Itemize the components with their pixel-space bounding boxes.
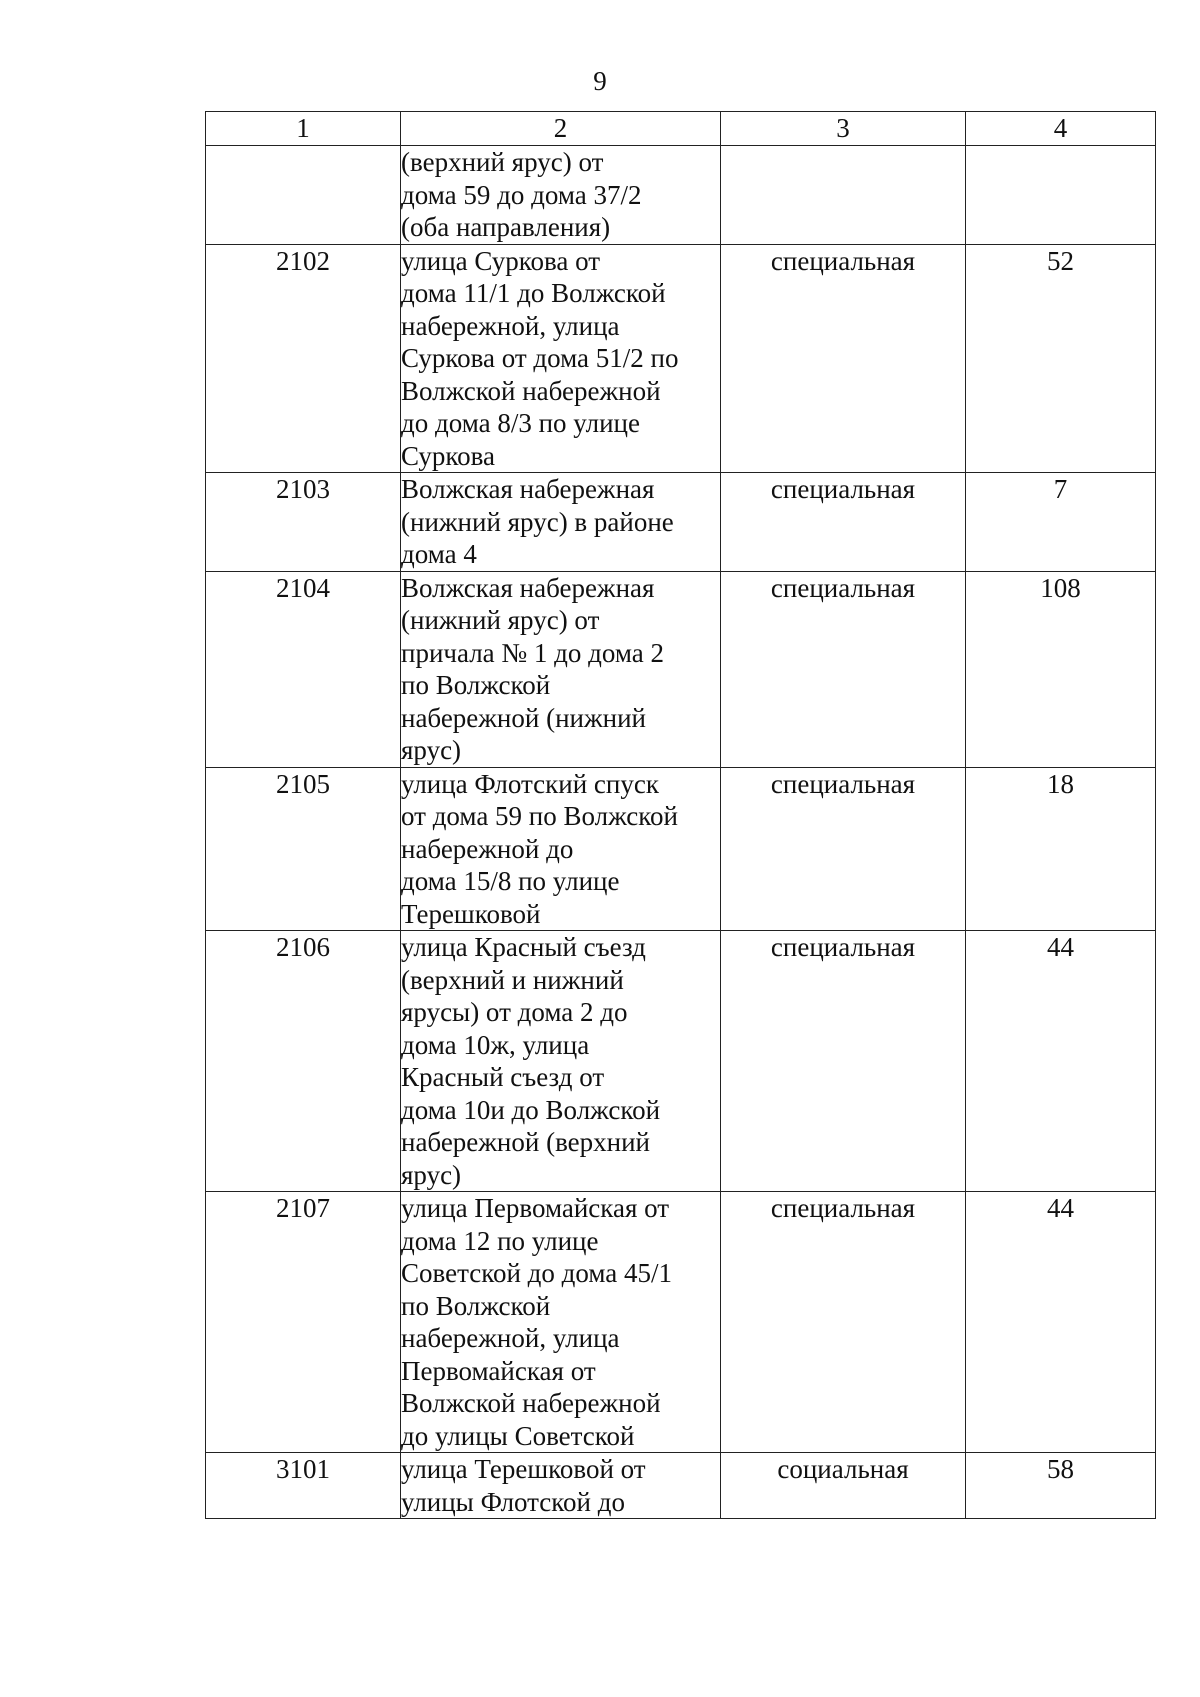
column-header: 4 bbox=[966, 112, 1156, 146]
table-row bbox=[206, 571, 1156, 767]
description-line: улица Терешковой от bbox=[401, 1454, 646, 1484]
table-row bbox=[206, 767, 1156, 931]
description-line: Первомайская от bbox=[401, 1355, 596, 1386]
description-line: набережной (нижний bbox=[401, 702, 646, 733]
column-header: 1 bbox=[206, 112, 401, 146]
type-cell: специальная bbox=[721, 244, 966, 473]
table-row bbox=[206, 473, 1156, 572]
row-number-cell: 2103 bbox=[206, 473, 401, 572]
description-line: дома 11/1 до Волжской bbox=[401, 278, 666, 308]
type-cell bbox=[721, 146, 966, 245]
type-cell: специальная bbox=[721, 1192, 966, 1453]
row-number-cell: 2106 bbox=[206, 931, 401, 1192]
description-line: ярусы) от дома 2 до bbox=[401, 997, 628, 1027]
description-cell bbox=[401, 473, 721, 572]
description-line: причала № 1 до дома 2 bbox=[401, 637, 665, 668]
description-line: дома 15/8 по улице bbox=[401, 866, 620, 896]
description-cell bbox=[401, 1192, 721, 1453]
row-number-cell bbox=[206, 146, 401, 245]
description-line: до улицы Советской bbox=[401, 1420, 635, 1451]
description-line: улица Суркова от bbox=[401, 245, 601, 276]
description-line: ярус) bbox=[401, 1159, 462, 1190]
description-line: Суркова от дома 51/2 по bbox=[401, 343, 679, 373]
description-line: от дома 59 по Волжской bbox=[401, 801, 678, 831]
row-number-cell: 3101 bbox=[206, 1453, 401, 1519]
column-header: 2 bbox=[401, 112, 721, 146]
table-body bbox=[206, 146, 1156, 1519]
description-line: улица Первомайская от bbox=[401, 1193, 670, 1223]
description-line: Волжской набережной bbox=[401, 1388, 661, 1418]
count-cell: 18 bbox=[966, 767, 1156, 931]
row-number-cell: 2105 bbox=[206, 767, 401, 931]
description-line: Суркова bbox=[401, 440, 495, 471]
description-line: Волжская набережная bbox=[401, 572, 655, 603]
count-cell: 58 bbox=[966, 1453, 1156, 1519]
description-line: Волжская набережная bbox=[401, 474, 655, 504]
page-number: 9 bbox=[593, 66, 607, 96]
description-line: по Волжской bbox=[401, 1290, 551, 1321]
count-cell: 52 bbox=[966, 244, 1156, 473]
description-line: (верхний ярус) от bbox=[401, 147, 604, 177]
description-cell bbox=[401, 571, 721, 767]
description-cell bbox=[401, 931, 721, 1192]
type-cell: специальная bbox=[721, 473, 966, 572]
row-number-cell: 2107 bbox=[206, 1192, 401, 1453]
table-row bbox=[206, 1453, 1156, 1519]
table-row bbox=[206, 146, 1156, 245]
description-line: (нижний ярус) от bbox=[401, 605, 600, 635]
type-cell: специальная bbox=[721, 571, 966, 767]
description-line: Советской до дома 45/1 bbox=[401, 1258, 672, 1288]
count-cell: 108 bbox=[966, 571, 1156, 767]
description-line: улица Флотский спуск bbox=[401, 768, 659, 799]
count-cell bbox=[966, 146, 1156, 245]
description-line: дома 59 до дома 37/2 bbox=[401, 179, 642, 210]
description-line: по Волжской bbox=[401, 670, 551, 700]
description-line: дома 10и до Волжской bbox=[401, 1094, 661, 1125]
description-line: дома 12 по улице bbox=[401, 1225, 599, 1256]
description-cell bbox=[401, 767, 721, 931]
table-header-row bbox=[206, 112, 1156, 146]
description-line: улица Красный съезд bbox=[401, 932, 646, 962]
column-header: 3 bbox=[721, 112, 966, 146]
description-line: дома 4 bbox=[401, 539, 477, 569]
description-cell bbox=[401, 146, 721, 245]
count-cell: 44 bbox=[966, 1192, 1156, 1453]
description-line: набережной, улица bbox=[401, 310, 620, 341]
description-cell bbox=[401, 1453, 721, 1519]
row-number-cell: 2102 bbox=[206, 244, 401, 473]
description-line: ярус) bbox=[401, 735, 462, 765]
description-line: улицы Флотской до bbox=[401, 1486, 625, 1517]
count-cell: 7 bbox=[966, 473, 1156, 572]
table-row bbox=[206, 931, 1156, 1192]
table-row bbox=[206, 244, 1156, 473]
description-line: дома 10ж, улица bbox=[401, 1029, 590, 1060]
table-row bbox=[206, 1192, 1156, 1453]
data-table bbox=[205, 111, 1156, 1519]
count-cell: 44 bbox=[966, 931, 1156, 1192]
description-line: набережной до bbox=[401, 833, 574, 864]
description-line: до дома 8/3 по улице bbox=[401, 408, 640, 438]
type-cell: социальная bbox=[721, 1453, 966, 1519]
description-line: (верхний и нижний bbox=[401, 964, 624, 995]
description-line: Волжской набережной bbox=[401, 375, 661, 406]
type-cell: специальная bbox=[721, 767, 966, 931]
type-cell: специальная bbox=[721, 931, 966, 1192]
description-line: (оба направления) bbox=[401, 212, 611, 242]
row-number-cell: 2104 bbox=[206, 571, 401, 767]
description-line: Красный съезд от bbox=[401, 1062, 605, 1092]
description-cell bbox=[401, 244, 721, 473]
description-line: набережной, улица bbox=[401, 1323, 620, 1353]
description-line: Терешковой bbox=[401, 898, 541, 929]
description-line: (нижний ярус) в районе bbox=[401, 506, 674, 537]
description-line: набережной (верхний bbox=[401, 1127, 650, 1157]
